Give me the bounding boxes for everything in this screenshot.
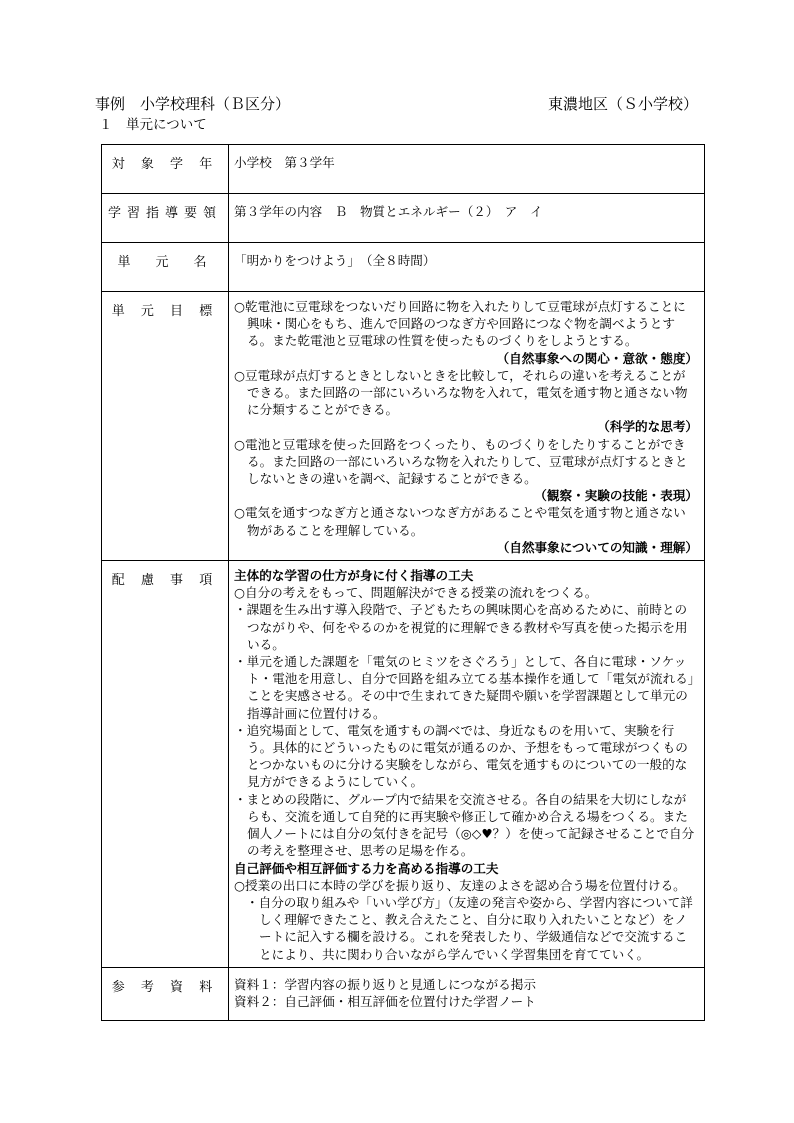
row-label: 配 慮 事 項: [102, 561, 229, 968]
goal-text: ○電池と豆電球を使った回路をつくったり、ものづくりをしたりすることができる。また回路の一部にいろいろな物を入れたりして、豆電球が点灯するときとしないときの違いを調べ、記録することができる。: [234, 436, 688, 487]
consideration-bullet: ・まとめの段階に、グループ内で結果を交流させる。各自の結果を大切にしながらも、交流を通して自発的に再実験や修正して確かめ合える場をつくる。また個人ノートには自分の気付きを記号（◎◇♥？）を使って記録させることで自分の考えを整理させ、思考の足場を作る。: [234, 791, 695, 859]
consideration-point: ○授業の出口に本時の学びを振り返り、友達のよさを認め合う場を位置付ける。: [234, 877, 686, 893]
row-content: 「明かりをつけよう」 （全８時間）: [229, 243, 705, 292]
goal-tag: （観察・実験の技能・表現）: [534, 488, 698, 504]
table-row-references: [102, 967, 705, 1020]
row-label: 参 考 資 料: [102, 967, 229, 1020]
consideration-heading: 主体的な学習の仕方が身に付く指導の工夫: [234, 568, 474, 584]
row-label: 単 元 名: [102, 243, 229, 292]
section-heading: １ 単元について: [99, 117, 207, 133]
reference-item: 資料１：学習内容の振り返りと見通しにつながる掲示: [234, 976, 536, 992]
consideration-bullet: ・課題を生み出す導入段階で、子どもたちの興味関心を高めるために、前時とのつながりや、何をやるのかを視覚的に理解できる教材や写真を使った掲示を用いる。: [234, 602, 688, 652]
row-label: 単 元 目 標: [102, 292, 229, 561]
row-content: 第３学年の内容 Ｂ 物質とエネルギー（２） ア イ: [229, 194, 705, 243]
table-row-unit-goals: [102, 292, 705, 561]
row-content: [229, 292, 705, 561]
goal-text: ○豆電球が点灯するときとしないときを比較して，それらの違いを考えることができる。また回路の一部にいろいろな物を入れて，電気を通す物と通さない物に分類することができる。: [234, 367, 688, 418]
reference-item: 資料２：自己評価・相互評価を位置付けた学習ノート: [234, 993, 536, 1009]
row-label: 学習指導要領: [102, 194, 229, 243]
consideration-bullet: ・追究場面として、電気を通すもの調べでは、身近なものを用いて、実験を行う。具体的にどういったものに電気が通るのか、予想をもって電球がつくものとつかないものに分ける実験をしながら、電気を通すものについての一般的な見方ができるようにしていく。: [234, 722, 688, 790]
consideration-point: ○自分の考えをもって、問題解決ができる授業の流れをつくる。: [234, 585, 598, 601]
consideration-bullet: ・単元を通した課題を「電気のヒミツをさぐろう」として、各自に電球・ソケット・電池を用意し、自分で回路を組み立てる基本操作を通して「電気が流れる」ことを実感させる。その中で生まれてきた疑問や願いを学習課題として単元の指導計画に位置付ける。: [234, 654, 695, 721]
row-content: [229, 561, 705, 968]
table-row-unit-name: [102, 243, 705, 292]
unit-info-table: [101, 144, 705, 1021]
goal-tag: （科学的な思考）: [597, 419, 698, 435]
row-content: 小学校 第３学年: [229, 145, 705, 194]
document-header-right: 東濃地区（Ｓ小学校）: [547, 95, 698, 113]
goal-tag: （自然事象についての知識・理解）: [496, 539, 698, 555]
goal-text: ○乾電池に豆電球をつないだり回路に物を入れたりして豆電球が点灯することに興味・関心をもち、進んで回路のつなぎ方や回路につなぐ物を調べようとする。また乾電池と豆電球の性質を使ったものづくりをしようとする。: [234, 299, 686, 349]
goal-tag: （自然事象への関心・意欲・態度）: [496, 350, 698, 366]
table-row-considerations: [102, 561, 705, 968]
consideration-heading: 自己評価や相互評価する力を高める指導の工夫: [234, 860, 499, 876]
table-row-grade: [102, 145, 705, 194]
table-row-curriculum: [102, 194, 705, 243]
row-content: [229, 967, 705, 1020]
goal-text: ○電気を通すつなぎ方と通さないつなぎ方があることや電気を通す物と通さない物があることを理解している。: [234, 505, 686, 538]
consideration-bullet: ・自分の取り組みや「いい学び方」（友達の発言や姿から、学習内容について詳しく理解できたこと、教え合えたこと、自分に取り入れたいことなど）をノートに記入する欄を設ける。これを発表したり、学級通信などで交流することにより、共に関わり合いながら学んでいく学習集団を育てていく。: [246, 894, 693, 962]
document-header-left: 事例 小学校理科（Ｂ区分）: [95, 95, 291, 113]
row-label: 対 象 学 年: [102, 145, 229, 194]
